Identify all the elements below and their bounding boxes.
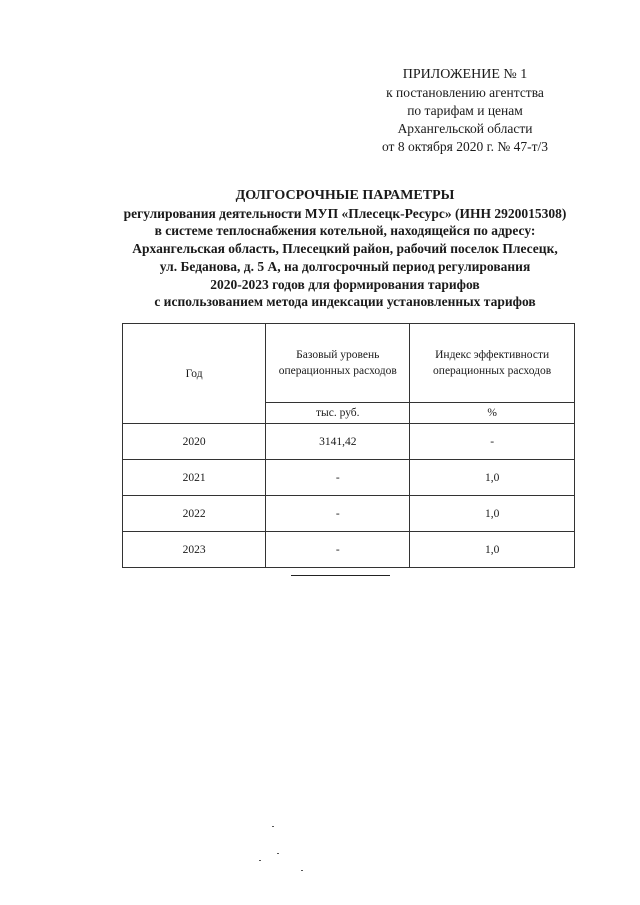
appendix-number: ПРИЛОЖЕНИЕ № 1: [402, 67, 528, 82]
cell-year: 2020: [123, 424, 266, 460]
table-row: [123, 496, 575, 532]
header-base-line: операционных расходов: [278, 365, 397, 377]
table-row: [123, 424, 575, 460]
header-base-level: [266, 324, 410, 403]
cell-index: 1,0: [410, 460, 575, 496]
title-line: в системе теплоснабжения котельной, находящейся по адресу:: [154, 223, 536, 239]
title-main: ДОЛГОСРОЧНЫЕ ПАРАМЕТРЫ: [235, 188, 455, 203]
cell-index: 1,0: [410, 532, 575, 568]
cell-year: 2023: [123, 532, 266, 568]
document-title: [60, 187, 630, 311]
title-line: Архангельская область, Плесецкий район, рабочий поселок Плесецк,: [132, 241, 558, 257]
appendix-header: [340, 66, 590, 156]
header-year: [123, 324, 266, 424]
appendix-decree-date: от 8 октября 2020 г. № 47-т/3: [381, 139, 549, 154]
cell-index: -: [410, 424, 575, 460]
cell-base: 3141,42: [266, 424, 410, 460]
title-line: ул. Беданова, д. 5 А, на долгосрочный период регулирования: [159, 258, 531, 274]
cell-base: -: [266, 460, 410, 496]
appendix-ref-line: к постановлению агентства: [386, 85, 544, 100]
title-line: с использованием метода индексации установленных тарифов: [154, 294, 536, 310]
scan-speck: [272, 826, 274, 827]
scan-speck: [259, 860, 261, 861]
cell-year: 2021: [123, 460, 266, 496]
appendix-ref-line: по тарифам и ценам: [407, 103, 523, 118]
table-row: [123, 460, 575, 496]
cell-base: -: [266, 496, 410, 532]
title-line: 2020-2023 годов для формирования тарифов: [210, 276, 480, 292]
parameters-table: [122, 323, 575, 568]
header-index-line: Индекс эффективности: [435, 349, 550, 361]
closing-rule: [291, 575, 390, 576]
header-year-label: Год: [185, 367, 203, 380]
header-base-line: Базовый уровень: [296, 349, 380, 361]
table-header-row: [123, 324, 575, 403]
header-index-line: операционных расходов: [433, 365, 552, 377]
unit-base: тыс. руб.: [266, 403, 410, 424]
appendix-ref-line: Архангельской области: [397, 121, 533, 136]
header-efficiency-index: [410, 324, 575, 403]
scan-speck: [301, 870, 303, 871]
unit-index: %: [410, 403, 575, 424]
scan-speck: [277, 853, 279, 854]
title-line: регулирования деятельности МУП «Плесецк-Ресурс» (ИНН 2920015308): [123, 205, 567, 221]
cell-base: -: [266, 532, 410, 568]
cell-year: 2022: [123, 496, 266, 532]
cell-index: 1,0: [410, 496, 575, 532]
table-row: [123, 532, 575, 568]
